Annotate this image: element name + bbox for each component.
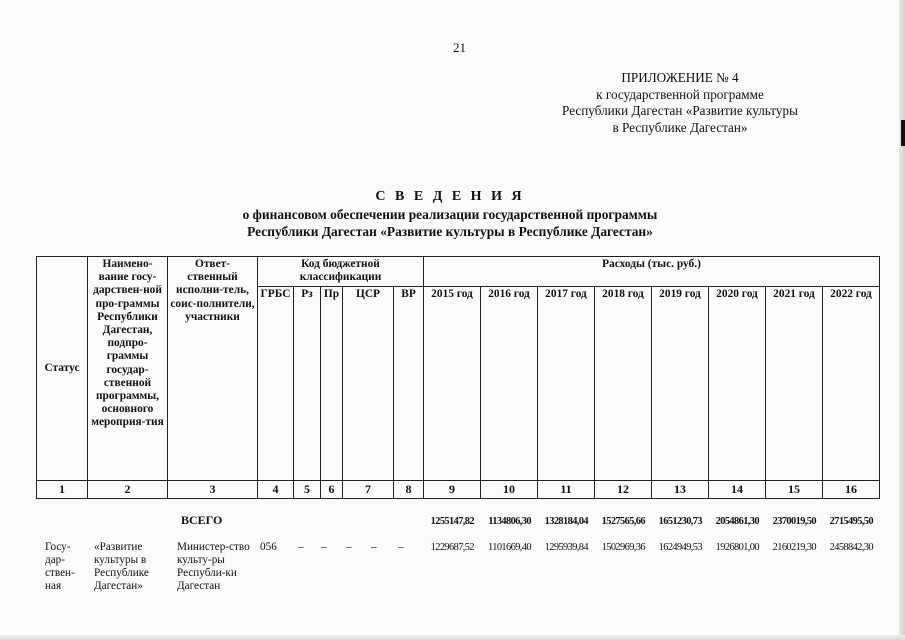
header-year: 2016 год <box>481 287 538 481</box>
page-number: 21 <box>453 40 466 55</box>
program-executor: Министер-ство культу-ры Республи-ки Дагестан <box>177 541 250 592</box>
program-value: 1502969,36 <box>601 542 645 553</box>
program-value: 2160219,30 <box>772 542 816 553</box>
header-year: 2021 год <box>766 287 823 481</box>
header-status: Статус <box>37 257 88 481</box>
appendix-line: ПРИЛОЖЕНИЕ № 4 <box>621 70 739 85</box>
column-number: 7 <box>343 481 394 499</box>
column-number: 10 <box>481 481 538 499</box>
header-expenses: Расходы (тыс. руб.) <box>424 257 880 287</box>
header-executor: Ответ-ственный исполни-тель, соис-полнители, участники <box>168 257 258 481</box>
scan-mark <box>901 120 905 146</box>
program-value: 1624949,53 <box>658 542 702 553</box>
program-value: 1295939,84 <box>544 542 588 553</box>
program-value: 2458842,30 <box>829 542 873 553</box>
total-value: 1134806,30 <box>488 516 531 527</box>
column-number: 16 <box>823 481 880 499</box>
program-value: 1229687,52 <box>430 542 474 553</box>
header-budget-code: Код бюджетной классификации <box>258 257 424 287</box>
column-number: 1 <box>37 481 88 499</box>
program-value: 1101669,40 <box>488 542 531 553</box>
column-number: 2 <box>88 481 168 499</box>
header-year: 2019 год <box>652 287 709 481</box>
column-number: 14 <box>709 481 766 499</box>
scan-edge <box>899 0 905 640</box>
total-value: 2370019,50 <box>772 516 816 527</box>
title-main: С В Е Д Е Н И Я <box>375 189 525 204</box>
appendix-line: Республики Дагестан «Развитие культуры <box>562 103 798 118</box>
column-number: 15 <box>766 481 823 499</box>
header-year: 2018 год <box>595 287 652 481</box>
column-number-row <box>37 481 880 499</box>
program-grbs: 056 <box>260 541 277 553</box>
appendix-header <box>520 70 840 136</box>
column-number: 11 <box>538 481 595 499</box>
header-name: Наимено-вание госу-дарствен-ной про-граммы Республики Дагестан, подпро-граммы государ-ственной программы, основного мероприя-тия <box>88 257 168 481</box>
program-csr: – <box>371 541 377 553</box>
header-rz: Рз <box>294 287 321 481</box>
total-value: 1527565,66 <box>601 516 645 527</box>
total-value: 1255147,82 <box>430 516 474 527</box>
program-vr: – <box>398 541 404 553</box>
header-year: 2017 год <box>538 287 595 481</box>
finance-table <box>36 256 880 499</box>
column-number: 4 <box>258 481 294 499</box>
document-title <box>140 188 760 240</box>
total-value: 2054861,30 <box>715 516 759 527</box>
header-year: 2022 год <box>823 287 880 481</box>
column-number: 13 <box>652 481 709 499</box>
column-number: 8 <box>394 481 424 499</box>
column-number: 5 <box>294 481 321 499</box>
header-year: 2020 год <box>709 287 766 481</box>
header-pr: Пр <box>321 287 343 481</box>
program-csr: – <box>346 541 352 553</box>
column-number: 3 <box>168 481 258 499</box>
total-value: 1651230,73 <box>658 516 702 527</box>
appendix-line: к государственной программе <box>596 86 764 102</box>
program-pr: – <box>321 541 327 553</box>
appendix-line: в Республике Дагестан» <box>612 119 748 135</box>
program-value: 1926801,00 <box>715 542 759 553</box>
program-name: «Развитие культуры в Республике Дагестан» <box>94 541 149 592</box>
total-value: 1328184,04 <box>544 516 588 527</box>
header-vr: ВР <box>394 287 424 481</box>
header-grbs: ГРБС <box>258 287 294 481</box>
column-number: 12 <box>595 481 652 499</box>
program-rz: – <box>298 541 304 553</box>
total-label: ВСЕГО <box>181 513 223 527</box>
program-status: Госу-дар-ствен-ная <box>45 541 75 592</box>
title-line: Республики Дагестан «Развитие культуры в Республике Дагестан» <box>247 224 653 239</box>
header-csr: ЦСР <box>343 287 394 481</box>
table-body <box>36 498 896 638</box>
column-number: 9 <box>424 481 481 499</box>
header-year: 2015 год <box>424 287 481 481</box>
total-value: 2715495,50 <box>829 516 873 527</box>
title-line: о финансовом обеспечении реализации государственной программы <box>242 207 658 222</box>
column-number: 6 <box>321 481 343 499</box>
